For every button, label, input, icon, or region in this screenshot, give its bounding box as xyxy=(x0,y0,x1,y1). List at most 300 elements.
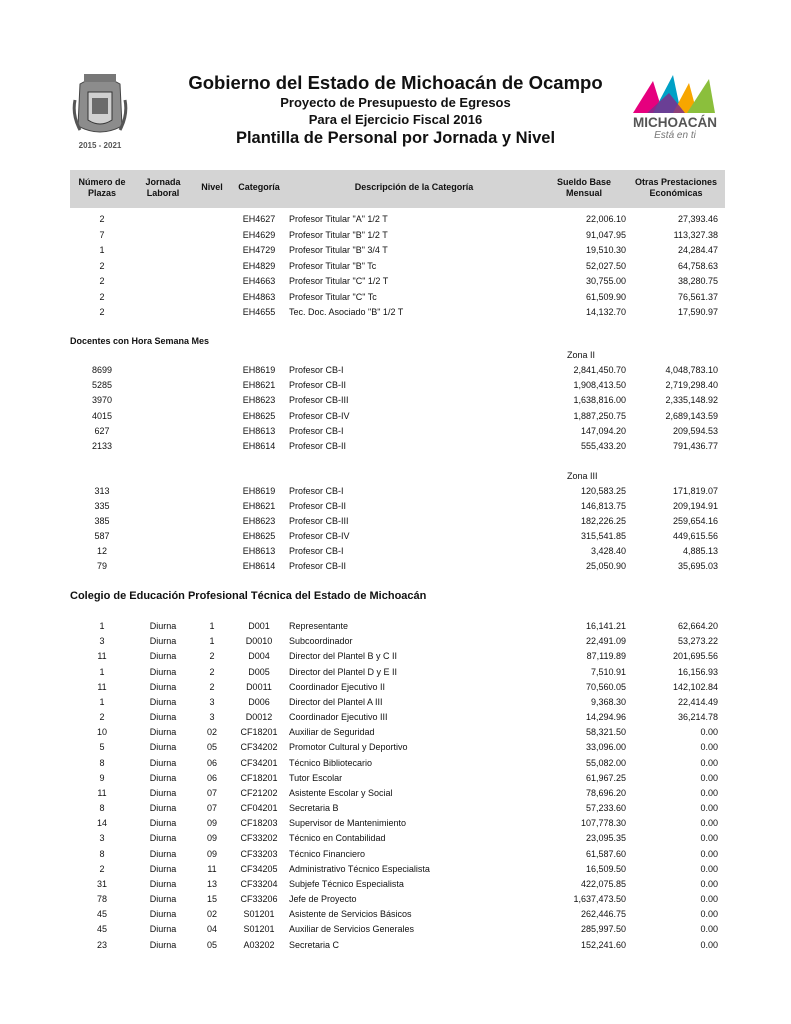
cell-otras: 4,885.13 xyxy=(682,546,718,556)
cell-sueldo: 315,541.85 xyxy=(580,531,626,541)
cell-categoria: CF33202 xyxy=(240,833,278,844)
cell-descripcion: Profesor Titular "B" Tc xyxy=(289,260,377,271)
cell-otras: 0.00 xyxy=(700,787,718,798)
cell-descripcion: Subjefe Técnico Especialista xyxy=(289,878,404,889)
cell-categoria: CF33204 xyxy=(240,878,278,889)
cell-plazas: 79 xyxy=(96,561,107,571)
cell-descripcion: Promotor Cultural y Deportivo xyxy=(289,742,408,753)
cell-sueldo: 1,637,473.50 xyxy=(573,894,626,905)
cell-sueldo: 422,075.85 xyxy=(580,878,626,889)
cell-descripcion: Asistente de Servicios Básicos xyxy=(289,909,412,920)
cell-sueldo: 61,509.90 xyxy=(585,291,626,302)
cell-categoria: D0012 xyxy=(245,712,273,723)
cell-plazas: 11 xyxy=(97,787,107,798)
cell-categoria: EH4629 xyxy=(242,229,276,240)
section-conalep: Colegio de Educación Profesional Técnica del Estado de Michoacán xyxy=(70,590,427,602)
cell-plazas: 8 xyxy=(99,803,105,814)
cell-nivel: 02 xyxy=(206,727,217,738)
cell-otras: 0.00 xyxy=(700,742,718,753)
cell-otras: 2,689,143.59 xyxy=(665,410,718,421)
table-row xyxy=(0,243,791,257)
cell-nivel: 07 xyxy=(206,803,217,814)
zona-iii-label: Zona III xyxy=(567,471,598,481)
cell-plazas: 2 xyxy=(99,260,105,271)
cell-categoria: D0010 xyxy=(245,636,273,647)
table-row xyxy=(0,212,791,226)
cell-sueldo: 70,560.05 xyxy=(585,681,626,692)
cell-sueldo: 23,095.35 xyxy=(585,833,626,844)
cell-plazas: 2133 xyxy=(91,441,113,451)
table-header xyxy=(70,170,725,208)
table-row xyxy=(0,907,791,921)
cell-sueldo: 22,491.09 xyxy=(585,636,626,647)
cell-otras: 259,654.16 xyxy=(672,516,718,526)
cell-categoria: EH8625 xyxy=(242,531,276,541)
cell-nivel: 07 xyxy=(206,787,217,798)
table-row xyxy=(0,559,791,573)
cell-plazas: 45 xyxy=(96,924,107,935)
cell-sueldo: 87,119.89 xyxy=(586,651,626,662)
cell-otras: 209,194.91 xyxy=(672,501,718,511)
cell-categoria: D004 xyxy=(248,651,270,662)
cell-categoria: EH8619 xyxy=(242,365,276,375)
cell-categoria: CF34201 xyxy=(240,757,278,768)
cell-jornada: Diurna xyxy=(149,924,177,935)
cell-nivel: 3 xyxy=(209,696,215,707)
table-row xyxy=(0,831,791,845)
cell-descripcion: Profesor CB-III xyxy=(289,395,349,406)
cell-otras: 38,280.75 xyxy=(677,276,718,286)
cell-categoria: EH8623 xyxy=(242,395,276,406)
col-otras: Otras Prestaciones Económicas xyxy=(634,177,718,198)
cell-otras: 2,335,148.92 xyxy=(665,395,718,406)
cell-plazas: 1 xyxy=(99,696,105,707)
cell-descripcion: Auxiliar de Servicios Generales xyxy=(289,924,415,935)
cell-sueldo: 7,510.91 xyxy=(590,666,626,677)
cell-nivel: 11 xyxy=(207,863,217,874)
cell-sueldo: 1,638,816.00 xyxy=(573,395,626,406)
cell-nivel: 09 xyxy=(206,848,217,859)
cell-categoria: CF18201 xyxy=(240,727,278,738)
cell-otras: 64,758.63 xyxy=(677,260,718,271)
cell-plazas: 335 xyxy=(94,501,110,511)
cell-categoria: EH4655 xyxy=(242,307,276,317)
cell-categoria: EH4863 xyxy=(242,291,276,302)
cell-nivel: 15 xyxy=(206,894,217,905)
cell-nivel: 09 xyxy=(206,818,217,829)
cell-jornada: Diurna xyxy=(149,818,177,829)
cell-categoria: CF34205 xyxy=(240,863,278,874)
cell-nivel: 1 xyxy=(209,636,215,647)
cell-sueldo: 555,433.20 xyxy=(580,441,626,451)
cell-jornada: Diurna xyxy=(149,636,177,647)
cell-nivel: 3 xyxy=(209,712,215,723)
cell-descripcion: Profesor CB-III xyxy=(289,516,349,526)
cell-sueldo: 25,050.90 xyxy=(585,561,626,571)
table-row xyxy=(0,259,791,273)
cell-categoria: D001 xyxy=(248,621,270,631)
cell-otras: 0.00 xyxy=(700,848,718,859)
cell-sueldo: 9,368.30 xyxy=(590,696,626,707)
cell-jornada: Diurna xyxy=(149,696,177,707)
table-row xyxy=(0,922,791,936)
cell-plazas: 9 xyxy=(99,772,105,783)
cell-sueldo: 107,778.30 xyxy=(580,818,626,829)
cell-nivel: 2 xyxy=(209,651,215,662)
cell-otras: 76,561.37 xyxy=(677,291,718,302)
cell-categoria: CF18201 xyxy=(240,772,278,783)
cell-plazas: 5 xyxy=(99,742,105,753)
cell-descripcion: Profesor CB-I xyxy=(289,546,344,556)
cell-categoria: EH4627 xyxy=(242,214,276,224)
cell-plazas: 3 xyxy=(99,833,105,844)
cell-sueldo: 55,082.00 xyxy=(585,757,626,768)
cell-jornada: Diurna xyxy=(149,742,177,753)
cell-jornada: Diurna xyxy=(149,727,177,738)
cell-plazas: 8 xyxy=(99,848,105,859)
cell-plazas: 1 xyxy=(99,666,105,677)
col-jornada: Jornada Laboral xyxy=(145,177,181,198)
col-nivel: Nivel xyxy=(201,182,223,192)
cell-sueldo: 78,696.20 xyxy=(585,787,626,798)
cell-plazas: 14 xyxy=(96,818,107,829)
table-row xyxy=(0,290,791,304)
table-row xyxy=(0,499,791,513)
cell-jornada: Diurna xyxy=(149,757,177,768)
cell-descripcion: Profesor Titular "C" 1/2 T xyxy=(289,276,389,286)
cell-otras: 0.00 xyxy=(700,772,718,783)
cell-descripcion: Coordinador Ejecutivo II xyxy=(289,681,386,692)
cell-otras: 2,719,298.40 xyxy=(665,380,718,391)
cell-descripcion: Profesor CB-I xyxy=(289,425,344,436)
cell-categoria: CF18203 xyxy=(240,818,278,829)
cell-descripcion: Auxiliar de Seguridad xyxy=(289,727,375,738)
cell-sueldo: 61,967.25 xyxy=(585,772,626,783)
cell-jornada: Diurna xyxy=(149,833,177,844)
cell-sueldo: 30,755.00 xyxy=(585,276,626,286)
cell-nivel: 06 xyxy=(206,772,217,783)
cell-descripcion: Profesor Titular "A" 1/2 T xyxy=(289,214,388,224)
cell-jornada: Diurna xyxy=(149,863,177,874)
cell-sueldo: 1,908,413.50 xyxy=(573,380,626,391)
cell-descripcion: Profesor CB-II xyxy=(289,561,347,571)
cell-otras: 0.00 xyxy=(700,818,718,829)
table-row xyxy=(0,725,791,739)
table-row xyxy=(0,847,791,861)
cell-plazas: 31 xyxy=(96,878,107,889)
table-row xyxy=(0,740,791,754)
cell-sueldo: 3,428.40 xyxy=(590,546,626,556)
cell-sueldo: 146,813.75 xyxy=(580,501,626,511)
cell-jornada: Diurna xyxy=(149,848,177,859)
table-row xyxy=(0,710,791,724)
cell-otras: 0.00 xyxy=(700,939,718,950)
cell-categoria: CF04201 xyxy=(240,803,278,814)
cell-otras: 27,393.46 xyxy=(677,214,718,224)
cell-otras: 209,594.53 xyxy=(672,425,718,436)
cell-plazas: 45 xyxy=(96,909,107,920)
cell-sueldo: 91,047.95 xyxy=(585,229,626,240)
table-row xyxy=(0,484,791,498)
cell-otras: 24,284.47 xyxy=(677,245,718,255)
table-row xyxy=(0,544,791,558)
cell-descripcion: Asistente Escolar y Social xyxy=(289,787,393,798)
cell-categoria: EH8621 xyxy=(242,501,276,511)
cell-descripcion: Secretaria B xyxy=(289,803,339,814)
cell-nivel: 2 xyxy=(209,666,215,677)
cell-plazas: 2 xyxy=(99,276,105,286)
cell-jornada: Diurna xyxy=(149,621,177,631)
cell-sueldo: 22,006.10 xyxy=(585,214,626,224)
cell-categoria: EH4663 xyxy=(242,276,276,286)
cell-otras: 36,214.78 xyxy=(677,712,718,723)
table-row xyxy=(0,393,791,407)
cell-sueldo: 1,887,250.75 xyxy=(573,410,626,421)
cell-jornada: Diurna xyxy=(149,772,177,783)
cell-descripcion: Profesor CB-I xyxy=(289,486,344,496)
table-row xyxy=(0,649,791,663)
cell-categoria: EH4829 xyxy=(242,260,276,271)
crest-years: 2015 - 2021 xyxy=(78,141,122,150)
cell-plazas: 2 xyxy=(99,712,105,723)
cell-sueldo: 16,509.50 xyxy=(585,863,626,874)
cell-categoria: EH8613 xyxy=(242,546,276,556)
table-row xyxy=(0,634,791,648)
col-plazas: Número de Plazas xyxy=(78,177,126,198)
table-row xyxy=(0,877,791,891)
cell-categoria: EH8614 xyxy=(242,561,276,571)
cell-otras: 171,819.07 xyxy=(672,486,718,496)
cell-descripcion: Administrativo Técnico Especialista xyxy=(289,863,430,874)
table-row xyxy=(0,424,791,438)
table-row xyxy=(0,771,791,785)
cell-categoria: EH4729 xyxy=(242,245,276,255)
table-row xyxy=(0,892,791,906)
cell-descripcion: Técnico en Contabilidad xyxy=(289,833,386,844)
cell-categoria: EH8613 xyxy=(242,425,276,436)
cell-plazas: 2 xyxy=(99,307,105,317)
cell-categoria: D005 xyxy=(248,666,270,677)
cell-categoria: CF21202 xyxy=(240,787,278,798)
cell-categoria: EH8623 xyxy=(242,516,276,526)
cell-sueldo: 14,132.70 xyxy=(585,307,626,317)
cell-plazas: 2 xyxy=(99,863,105,874)
cell-descripcion: Supervisor de Mantenimiento xyxy=(289,818,407,829)
page-title: Gobierno del Estado de Michoacán de Ocampo xyxy=(188,72,603,93)
cell-plazas: 10 xyxy=(96,727,107,738)
cell-otras: 17,590.97 xyxy=(677,307,718,317)
cell-sueldo: 2,841,450.70 xyxy=(573,365,626,375)
cell-otras: 4,048,783.10 xyxy=(665,365,718,375)
cell-jornada: Diurna xyxy=(149,939,177,950)
cell-plazas: 313 xyxy=(94,486,110,496)
cell-categoria: CF33203 xyxy=(240,848,278,859)
cell-jornada: Diurna xyxy=(149,803,177,814)
cell-categoria: EH8625 xyxy=(242,410,276,421)
zona-ii-label: Zona II xyxy=(567,350,596,360)
cell-nivel: 04 xyxy=(206,924,217,935)
cell-nivel: 06 xyxy=(206,757,217,768)
cell-descripcion: Profesor CB-II xyxy=(289,380,347,391)
section-docentes: Docentes con Hora Semana Mes xyxy=(70,336,210,346)
table-row xyxy=(0,363,791,377)
cell-otras: 0.00 xyxy=(700,757,718,768)
cell-jornada: Diurna xyxy=(149,651,177,662)
cell-descripcion: Secretaria C xyxy=(289,939,340,950)
cell-categoria: D006 xyxy=(248,696,270,707)
cell-otras: 16,156.93 xyxy=(677,666,718,677)
cell-sueldo: 182,226.25 xyxy=(580,516,626,526)
table-row xyxy=(0,378,791,392)
cell-descripcion: Profesor Titular "C" Tc xyxy=(289,291,377,302)
cell-otras: 35,695.03 xyxy=(677,561,718,571)
cell-plazas: 5285 xyxy=(91,380,113,391)
cell-sueldo: 52,027.50 xyxy=(585,260,626,271)
cell-descripcion: Profesor Titular "B" 3/4 T xyxy=(289,245,388,255)
page-subtitle-2: Para el Ejercicio Fiscal 2016 xyxy=(308,112,483,127)
cell-plazas: 7 xyxy=(99,229,105,240)
cell-sueldo: 120,583.25 xyxy=(580,486,626,496)
cell-sueldo: 147,094.20 xyxy=(580,425,626,436)
cell-plazas: 8 xyxy=(99,757,105,768)
cell-otras: 201,695.56 xyxy=(672,651,718,662)
cell-descripcion: Tec. Doc. Asociado "B" 1/2 T xyxy=(289,307,404,317)
cell-otras: 0.00 xyxy=(700,863,718,874)
michoacan-brand-logo xyxy=(623,73,727,143)
cell-categoria: EH8614 xyxy=(242,441,276,451)
cell-nivel: 13 xyxy=(206,878,217,889)
table-row xyxy=(0,529,791,543)
cell-descripcion: Director del Plantel A III xyxy=(289,696,383,707)
cell-jornada: Diurna xyxy=(149,878,177,889)
cell-plazas: 627 xyxy=(94,425,110,436)
cell-descripcion: Representante xyxy=(289,621,349,631)
cell-otras: 0.00 xyxy=(700,924,718,935)
table-row xyxy=(0,514,791,528)
cell-otras: 0.00 xyxy=(700,878,718,889)
cell-otras: 142,102.84 xyxy=(672,681,718,692)
michoacan-butterfly-icon xyxy=(623,73,727,115)
cell-plazas: 12 xyxy=(96,546,107,556)
cell-nivel: 05 xyxy=(206,939,217,950)
cell-sueldo: 33,096.00 xyxy=(585,742,626,753)
cell-plazas: 78 xyxy=(96,894,107,905)
cell-sueldo: 57,233.60 xyxy=(585,803,626,814)
table-row xyxy=(0,695,791,709)
table-row xyxy=(0,305,791,319)
cell-sueldo: 58,321.50 xyxy=(585,727,626,738)
cell-descripcion: Profesor CB-I xyxy=(289,365,344,375)
table-row xyxy=(0,816,791,830)
cell-otras: 791,436.77 xyxy=(672,441,718,451)
cell-otras: 0.00 xyxy=(700,833,718,844)
cell-categoria: A03202 xyxy=(243,939,275,950)
cell-descripcion: Profesor CB-II xyxy=(289,441,347,451)
cell-plazas: 3970 xyxy=(91,395,113,406)
cell-descripcion: Director del Plantel D y E II xyxy=(289,666,398,677)
cell-nivel: 1 xyxy=(209,621,215,631)
cell-otras: 0.00 xyxy=(700,727,718,738)
cell-nivel: 05 xyxy=(206,742,217,753)
cell-otras: 62,664.20 xyxy=(677,621,718,631)
cell-categoria: EH8621 xyxy=(242,380,276,391)
cell-plazas: 2 xyxy=(99,214,105,224)
col-categoria: Categoría xyxy=(238,182,280,192)
page-subtitle-1: Proyecto de Presupuesto de Egresos xyxy=(280,95,511,110)
brand-tagline: Está en ti xyxy=(654,130,696,141)
table-row xyxy=(0,409,791,423)
cell-jornada: Diurna xyxy=(149,666,177,677)
cell-categoria: S01201 xyxy=(243,909,275,920)
cell-plazas: 1 xyxy=(99,245,105,255)
cell-descripcion: Profesor Titular "B" 1/2 T xyxy=(289,229,388,240)
cell-sueldo: 19,510.30 xyxy=(585,245,626,255)
table-row xyxy=(0,274,791,288)
cell-plazas: 4015 xyxy=(91,410,113,421)
cell-descripcion: Técnico Bibliotecario xyxy=(289,757,373,768)
cell-plazas: 385 xyxy=(94,516,110,526)
cell-sueldo: 16,141.21 xyxy=(585,621,626,631)
cell-jornada: Diurna xyxy=(149,681,177,692)
cell-categoria: EH8619 xyxy=(242,486,276,496)
cell-plazas: 1 xyxy=(99,621,105,631)
table-row xyxy=(0,619,791,633)
table-row xyxy=(0,862,791,876)
cell-plazas: 3 xyxy=(99,636,105,647)
table-row xyxy=(0,756,791,770)
cell-sueldo: 14,294.96 xyxy=(585,712,626,723)
cell-descripcion: Director del Plantel B y C II xyxy=(289,651,398,662)
col-descripcion: Descripción de la Categoría xyxy=(354,182,474,192)
cell-sueldo: 285,997.50 xyxy=(580,924,626,935)
cell-sueldo: 61,587.60 xyxy=(585,848,626,859)
cell-categoria: S01201 xyxy=(243,924,275,935)
cell-descripcion: Profesor CB-IV xyxy=(289,531,350,541)
cell-otras: 449,615.56 xyxy=(672,531,718,541)
cell-otras: 53,273.22 xyxy=(677,636,718,647)
cell-nivel: 2 xyxy=(209,681,215,692)
cell-descripcion: Coordinador Ejecutivo III xyxy=(289,712,388,723)
cell-sueldo: 262,446.75 xyxy=(580,909,626,920)
cell-descripcion: Técnico Financiero xyxy=(289,848,366,859)
cell-descripcion: Subcoordinador xyxy=(289,636,353,647)
cell-descripcion: Tutor Escolar xyxy=(289,772,343,783)
cell-categoria: CF33206 xyxy=(240,894,278,905)
cell-jornada: Diurna xyxy=(149,787,177,798)
cell-plazas: 11 xyxy=(97,681,107,692)
cell-descripcion: Jefe de Proyecto xyxy=(289,894,357,905)
cell-plazas: 8699 xyxy=(91,365,113,375)
cell-jornada: Diurna xyxy=(149,909,177,920)
cell-nivel: 02 xyxy=(206,909,217,920)
cell-descripcion: Profesor CB-IV xyxy=(289,410,350,421)
cell-jornada: Diurna xyxy=(149,894,177,905)
table-row xyxy=(0,228,791,242)
page-subtitle-3: Plantilla de Personal por Jornada y Nivel xyxy=(235,129,556,147)
table-row xyxy=(0,786,791,800)
cell-plazas: 23 xyxy=(96,939,107,950)
cell-plazas: 2 xyxy=(99,291,105,302)
cell-plazas: 587 xyxy=(94,531,110,541)
table-row xyxy=(0,801,791,815)
cell-categoria: D0011 xyxy=(246,681,272,692)
cell-otras: 22,414.49 xyxy=(677,696,718,707)
cell-descripcion: Profesor CB-II xyxy=(289,501,347,511)
table-row xyxy=(0,665,791,679)
cell-jornada: Diurna xyxy=(149,712,177,723)
cell-otras: 113,327.38 xyxy=(673,229,718,240)
table-row xyxy=(0,439,791,453)
